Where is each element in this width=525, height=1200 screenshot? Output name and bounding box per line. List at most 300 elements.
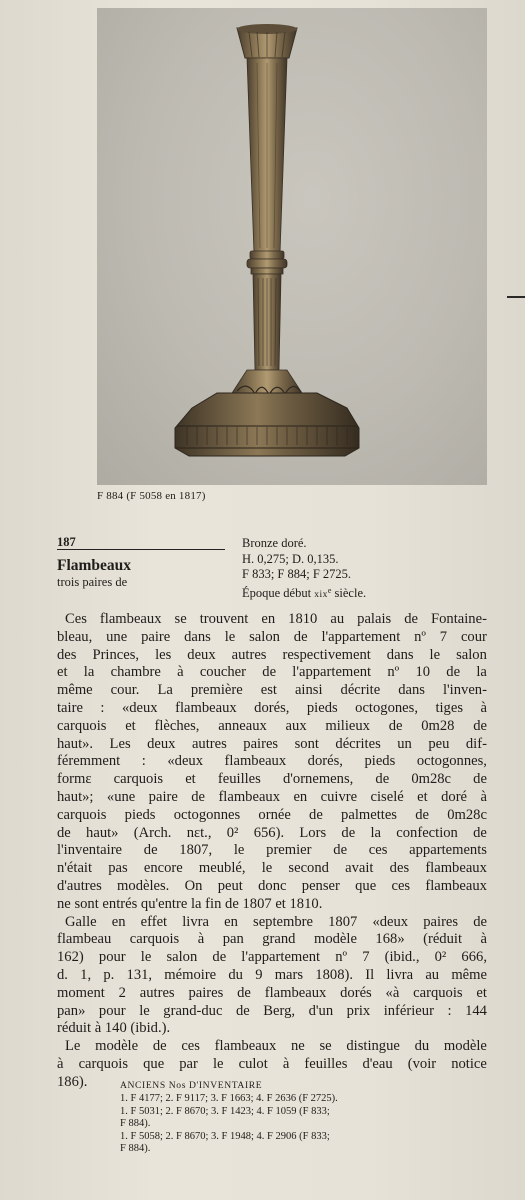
body-word: à <box>177 664 184 681</box>
body-word: pieds <box>364 753 396 770</box>
body-line <box>57 842 487 860</box>
body-word: On <box>184 877 203 894</box>
body-word: paires <box>423 913 459 930</box>
inventory-line: 1. F 5058; 2. F 8670; 3. F 1948; 4. F 2906 (F 833; <box>120 1130 330 1142</box>
body-word: modèle <box>313 931 357 948</box>
inventory-line: 1. F 5031; 2. F 8670; 3. F 1423; 4. F 1059 (F 833; <box>120 1105 330 1117</box>
body-word: nº <box>414 628 426 645</box>
body-word: 1807 <box>328 913 358 930</box>
body-word: de <box>143 842 158 859</box>
body-word: le <box>139 1002 150 1019</box>
body-word: 131, <box>126 966 153 983</box>
candlestick-illustration <box>97 8 487 485</box>
body-word: modèles. <box>117 877 170 894</box>
body-word: carquois <box>129 931 180 948</box>
body-line <box>57 1038 487 1056</box>
body-line <box>57 629 487 647</box>
body-word: en <box>261 611 276 627</box>
body-word: flambeaux <box>175 699 237 716</box>
body-word: le <box>212 1055 224 1072</box>
body-word: du <box>414 1038 430 1055</box>
body-word: effet <box>140 913 168 930</box>
body-word: bleau, <box>57 628 93 645</box>
body-word: de <box>473 771 487 788</box>
body-word: dorés, <box>307 753 343 770</box>
body-line <box>57 753 487 771</box>
body-word: et <box>125 717 136 734</box>
body-word: avait <box>345 860 374 877</box>
body-word: se <box>174 611 187 627</box>
body-word: à <box>480 931 487 948</box>
body-word: septembre <box>253 913 313 930</box>
body-line <box>57 1056 487 1074</box>
body-word: de <box>57 824 71 841</box>
body-word: «une <box>106 788 136 805</box>
body-word: haut». <box>57 735 94 752</box>
body-word: 0m28c <box>447 806 487 823</box>
body-word: 666, <box>461 949 487 966</box>
body-word: la <box>476 664 487 681</box>
body-word: de <box>237 984 251 1001</box>
body-word: fin <box>205 895 226 912</box>
body-word: de <box>333 842 348 859</box>
body-word: 1, <box>80 966 92 983</box>
body-line <box>57 682 487 700</box>
body-word: le <box>233 842 245 859</box>
body-word: ornée <box>258 806 291 823</box>
body-word: octogonnes <box>173 806 241 823</box>
body-line <box>57 1003 487 1021</box>
body-word: nº <box>335 949 348 966</box>
body-word: carquois <box>78 1055 129 1072</box>
body-word: Ces <box>65 611 87 627</box>
body-word: peut <box>217 877 243 894</box>
body-word: : <box>447 1002 452 1019</box>
spec-epoch-sup: e <box>327 585 332 595</box>
body-word: pieds <box>124 806 156 823</box>
body-word: autres <box>139 984 175 1001</box>
body-word: de <box>375 771 390 788</box>
body-word: d'un <box>308 1002 334 1019</box>
body-word: et <box>275 895 290 912</box>
body-line <box>57 914 487 932</box>
body-word: 0m28c <box>411 771 452 788</box>
body-word: pas <box>108 860 128 877</box>
body-word: (Arch. <box>133 824 172 841</box>
body-line <box>57 949 487 967</box>
body-word: prix <box>346 1002 371 1019</box>
body-word: flèches, <box>154 717 200 734</box>
body-word: 0² <box>434 949 447 966</box>
body-word: salon <box>166 949 198 966</box>
body-word: première <box>190 682 243 699</box>
body-word: entrés <box>102 895 141 912</box>
notice-subtitle: trois paires de <box>57 575 128 589</box>
body-word: se <box>319 1038 332 1055</box>
body-word: en <box>111 913 126 930</box>
body-word: 1810. <box>289 895 323 912</box>
body-word: l'appartement <box>241 949 321 966</box>
body-word: d'autres <box>57 877 102 894</box>
body-line <box>57 736 487 754</box>
body-word: doré <box>441 788 468 805</box>
body-word: flambeaux <box>224 753 287 770</box>
body-word: inférieur <box>383 1002 434 1019</box>
body-word: d'eau <box>362 1055 393 1072</box>
body-word: ne <box>290 1038 305 1055</box>
body-word: et <box>476 984 487 1001</box>
body-word: carquois <box>413 984 463 1001</box>
body-word: (voir <box>407 1055 437 1072</box>
body-line <box>57 985 487 1003</box>
body-word: ne <box>57 895 75 912</box>
body-word: de <box>388 717 403 734</box>
body-word: salon <box>249 628 280 645</box>
body-line <box>57 789 487 807</box>
body-word: salon <box>456 646 487 663</box>
spec-epoch-suffix: siècle. <box>331 585 367 600</box>
body-word: 1807, <box>179 842 213 859</box>
body-line <box>57 825 487 843</box>
body-word: le <box>140 949 152 966</box>
body-word: feuilles <box>304 1055 348 1072</box>
body-word: paires <box>243 735 279 752</box>
body-word: décrite <box>340 682 381 699</box>
body-word: confection <box>396 824 458 841</box>
body-word: à <box>480 788 487 805</box>
body-word: flambeaux <box>425 877 487 894</box>
body-word: pan» <box>57 1002 86 1019</box>
body-word: ainsi <box>294 682 323 699</box>
body-word: le <box>261 860 273 877</box>
body-word: Galle <box>65 913 97 930</box>
body-word: nº <box>387 664 400 681</box>
spec-references: F 833; F 884; F 2725. <box>242 567 352 581</box>
body-word: au <box>330 611 345 627</box>
body-word: de <box>191 788 206 805</box>
body-word: premier <box>266 842 312 859</box>
body-word: nεt., <box>186 824 212 841</box>
body-word: flambeaux <box>214 1038 277 1055</box>
body-word: et <box>417 788 428 805</box>
body-line <box>57 1020 487 1038</box>
body-word: «deux <box>167 753 204 770</box>
body-word: de <box>415 806 429 823</box>
body-word: pieds <box>306 699 338 716</box>
body-word: réduit <box>57 1020 95 1037</box>
body-word: Fontaine- <box>431 611 487 627</box>
body-word: de <box>152 1038 167 1055</box>
body-word: cuivre <box>320 788 358 805</box>
body-word: p. <box>103 966 115 983</box>
body-word: ces <box>368 842 388 859</box>
body-word: palmettes <box>341 806 397 823</box>
body-word: cour. <box>110 682 140 699</box>
body-word: même <box>451 966 487 983</box>
body-word: de <box>262 664 277 681</box>
body-word: dorés, <box>254 699 290 716</box>
body-word: anneaux <box>218 717 267 734</box>
body-word: l'inven- <box>442 682 487 699</box>
body-word: dorés <box>340 984 372 1001</box>
spec-epoch-century: xix <box>314 589 328 600</box>
body-word: le <box>429 646 441 663</box>
body-word: 168» <box>375 931 405 948</box>
body-word: trouvent <box>199 611 249 627</box>
body-line <box>57 611 487 629</box>
body-word: d'ornemens, <box>282 771 354 788</box>
body-line <box>57 700 487 718</box>
body-word: de <box>309 806 323 823</box>
body-word: de <box>212 949 227 966</box>
spec-dimensions: H. 0,275; D. 0,135. <box>242 551 339 566</box>
body-word: livra <box>182 913 209 930</box>
body-word: «à <box>385 984 400 1001</box>
body-word: pan <box>222 931 244 948</box>
body-word: (réduit <box>423 931 462 948</box>
body-word: par <box>179 1055 198 1072</box>
body-word: 10 <box>415 664 431 681</box>
inventory-line: 1. F 4177; 2. F 9117; 3. F 1663; 4. F 2636 (F 2725). <box>120 1093 338 1105</box>
body-line <box>57 664 487 682</box>
body-word: de <box>473 824 487 841</box>
body-word: ces <box>391 877 411 894</box>
body-word: Berg, <box>263 1002 296 1019</box>
body-line <box>57 967 487 985</box>
body-word: autres <box>191 735 227 752</box>
body-word: encore <box>143 860 183 877</box>
body-word: au <box>425 966 440 983</box>
inventory-section <box>120 1080 490 1155</box>
body-word: paires <box>188 984 224 1001</box>
body-word: que <box>143 1055 165 1072</box>
body-word: les <box>155 646 172 663</box>
body-word: Le <box>65 1038 81 1055</box>
body-word: aux <box>285 717 307 734</box>
body-line <box>57 896 487 914</box>
notice-title: Flambeaux <box>57 557 132 574</box>
body-word: est <box>260 682 277 699</box>
body-word: qu'entre <box>140 895 191 912</box>
body-word: donc <box>258 877 287 894</box>
body-word: des <box>57 646 77 663</box>
body-word: autres <box>231 646 267 663</box>
body-word: palais <box>357 611 392 627</box>
body-word: 140 <box>104 1020 131 1037</box>
body-word: modèle <box>443 1038 487 1055</box>
body-word: flambeaux <box>218 788 281 805</box>
body-word: appartements <box>409 842 487 859</box>
body-word: la <box>370 824 381 841</box>
body-word: Les <box>109 735 131 752</box>
body-word: pour <box>98 1002 126 1019</box>
body-word: deux <box>187 646 216 663</box>
body-word: 0² <box>226 824 239 841</box>
body-word: meublé, <box>198 860 246 877</box>
body-word: à <box>57 1055 64 1072</box>
body-word: Princes, <box>92 646 140 663</box>
body-word: à <box>94 1020 105 1037</box>
body-word: carquois <box>57 717 107 734</box>
body-word: second <box>288 860 329 877</box>
body-word: 0m28 <box>421 717 455 734</box>
spec-epoch <box>242 583 366 604</box>
body-word: et <box>57 664 68 681</box>
body-word: tiges <box>435 699 464 716</box>
body-word: de <box>341 824 356 841</box>
notice-divider <box>57 549 225 550</box>
body-word: à <box>197 931 205 948</box>
body-line <box>57 860 487 878</box>
margin-mark <box>507 296 525 298</box>
body-word: formε <box>57 771 92 788</box>
body-word: du <box>228 966 243 983</box>
body-word: de <box>293 628 308 645</box>
body-word: de <box>235 1002 250 1019</box>
body-word: modèle <box>95 1038 139 1055</box>
body-word: 186). <box>57 1073 88 1090</box>
body-word: cour <box>460 628 487 645</box>
body-word: mémoire <box>164 966 217 983</box>
body-word: flambeaux <box>425 860 487 877</box>
body-word: taire <box>57 699 83 716</box>
body-word: n'était <box>57 860 93 877</box>
body-word: sont <box>294 735 319 752</box>
body-word: moment <box>57 984 105 1001</box>
body-word: même <box>57 682 93 699</box>
body-word: (ibid.). <box>130 1020 171 1037</box>
body-word: flambeau <box>57 931 112 948</box>
body-word: flambeaux <box>264 984 327 1001</box>
body-word: une <box>106 628 128 645</box>
body-line <box>57 931 487 949</box>
body-word: octogonnes, <box>416 753 487 770</box>
body-word: un <box>397 735 412 752</box>
body-word: l'inventaire <box>57 842 123 859</box>
body-word: Lors <box>299 824 327 841</box>
body-word: 162) <box>57 949 84 966</box>
body-word: pour <box>98 949 126 966</box>
body-word: : <box>141 753 146 770</box>
body-word: coucher <box>199 664 247 681</box>
inventory-line: F 884). <box>120 1118 151 1130</box>
body-word: et <box>185 771 196 788</box>
inventory-line: F 884). <box>120 1143 151 1155</box>
body-word: notice <box>451 1055 487 1072</box>
inventory-heading: ANCIENS Nos D'INVENTAIRE <box>120 1080 263 1091</box>
body-word: grand <box>262 931 296 948</box>
body-word: milieux <box>325 717 370 734</box>
body-word: deux <box>147 735 176 752</box>
body-word: la <box>83 664 95 681</box>
body-word: 7 <box>439 628 448 645</box>
body-word: peu <box>428 735 450 752</box>
body-word: de <box>404 611 418 627</box>
spec-material: Bronze doré. <box>242 536 307 550</box>
body-word: 656). <box>253 824 285 841</box>
body-word: ces <box>181 1038 200 1055</box>
notice-specs <box>242 536 366 603</box>
body-word: : <box>100 699 105 716</box>
body-line <box>57 771 487 789</box>
body-word: 144 <box>465 1002 487 1019</box>
body-word: carquois <box>113 771 164 788</box>
body-word: de <box>473 717 487 734</box>
body-word: 2 <box>118 984 126 1001</box>
body-word: dans <box>386 646 414 663</box>
body-word: mars <box>274 966 304 983</box>
body-line <box>57 718 487 736</box>
body-word: chambre <box>110 664 161 681</box>
candlestick-photo <box>97 8 487 485</box>
body-word: ciselé <box>370 788 404 805</box>
body-word: décrites <box>335 735 381 752</box>
body-word: 1807 <box>242 895 276 912</box>
body-word: des <box>389 860 410 877</box>
body-word: à <box>480 699 487 716</box>
body-word: en <box>224 913 238 930</box>
body-word: La <box>157 682 173 699</box>
body-word: distingue <box>346 1038 400 1055</box>
body-word: octogones, <box>355 699 418 716</box>
body-word: Il <box>365 966 375 983</box>
body-word: grand-duc <box>163 1002 223 1019</box>
body-word: d. <box>57 966 68 983</box>
body-word: paire <box>148 788 178 805</box>
body-word: de <box>225 895 243 912</box>
body-word: 7 <box>362 949 370 966</box>
notice-body <box>57 611 487 1092</box>
body-word: penser <box>301 877 340 894</box>
body-word: à <box>282 1055 290 1072</box>
photo-caption: F 884 (F 5058 en 1817) <box>97 490 206 502</box>
body-word: l'appartement <box>292 664 372 681</box>
spec-epoch-prefix: Époque début <box>242 585 315 600</box>
body-word: feuilles <box>217 771 261 788</box>
body-word: culot <box>238 1055 268 1072</box>
body-word: respectivement <box>282 646 371 663</box>
body-word: la <box>190 895 206 912</box>
inventory-lines <box>120 1093 490 1155</box>
body-word: le <box>224 628 236 645</box>
body-word: «deux <box>121 699 158 716</box>
body-word: paire <box>141 628 171 645</box>
body-word: haut» <box>86 824 119 841</box>
body-word: dif- <box>465 735 487 752</box>
body-line <box>57 878 487 896</box>
body-word: «deux <box>372 913 409 930</box>
body-word: de <box>473 913 487 930</box>
body-line <box>57 647 487 665</box>
body-word: 1808). <box>315 966 353 983</box>
body-word: féremment <box>57 753 121 770</box>
body-word: l'appartement <box>321 628 401 645</box>
body-word: en <box>293 788 308 805</box>
body-word: carquois <box>57 806 107 823</box>
body-word: flambeaux <box>99 611 162 627</box>
body-word: livra <box>386 966 414 983</box>
body-line <box>57 807 487 825</box>
body-word: dans <box>184 628 211 645</box>
body-word: (ibid., <box>384 949 420 966</box>
body-word: de <box>446 664 461 681</box>
body-word: que <box>355 877 377 894</box>
notice-number: 187 <box>57 535 76 549</box>
body-word: haut»; <box>57 788 94 805</box>
body-word: 1810 <box>288 611 318 627</box>
body-word: 9 <box>255 966 263 983</box>
body-word: dans <box>398 682 425 699</box>
